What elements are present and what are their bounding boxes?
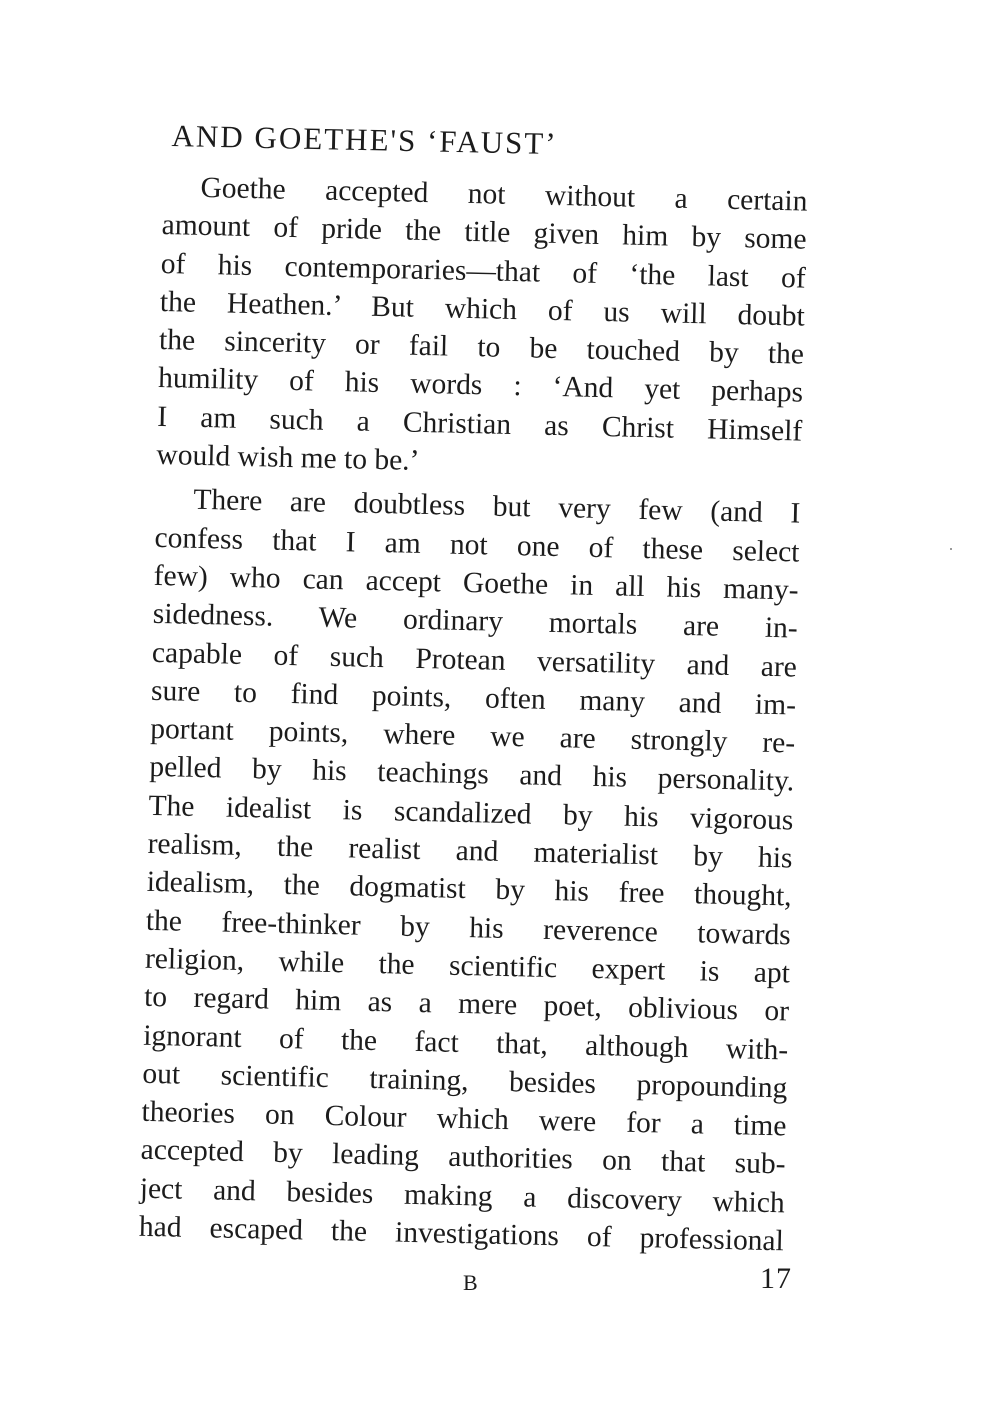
page-number: 17	[760, 1262, 792, 1295]
text-line: idealism, the dogmatist by his free thought,	[146, 866, 792, 913]
text-line: sidedness. We ordinary mortals are in-	[152, 598, 799, 645]
text-line: pelled by his teachings and his personality.	[149, 751, 795, 798]
text-line: The idealist is scandalized by his vigorous	[148, 789, 794, 837]
signature-mark: B	[463, 1270, 479, 1295]
text-line: the Heathen.’ But which of us will doubt	[159, 285, 806, 333]
text-line: religion, while the scientific expert is apt	[144, 942, 791, 990]
text-line: I am such a Christian as Christ Himself	[156, 400, 803, 448]
paragraph-1	[156, 168, 808, 489]
text-line: portant points, where we are strongly re-	[149, 713, 796, 760]
text-line: theories on Colour which were for a time	[141, 1095, 787, 1143]
body-text	[139, 168, 808, 1261]
print-speck	[950, 548, 952, 550]
text-line: There are doubtless but very few (and I	[193, 484, 801, 530]
text-line: out scientific training, besides propounding	[142, 1057, 788, 1105]
text-line: of his contemporaries—that of ‘the last of	[160, 247, 807, 295]
text-line: humility of his words : ‘And yet perhaps	[157, 362, 804, 410]
running-head: AND GOETHE'S ‘FAUST’	[171, 118, 558, 162]
text-line: accepted by leading authorities on that sub-	[140, 1134, 786, 1181]
text-line: had escaped the investigations of professional	[138, 1210, 785, 1258]
text-line: the free-thinker by his reverence towards	[145, 904, 792, 952]
text-line: capable of such Protean versatility and are	[151, 636, 798, 684]
text-line: Goethe accepted not without a certain	[200, 171, 808, 218]
text-line: the sincerity or fail to be touched by the	[158, 324, 805, 371]
text-line: few) who can accept Goethe in all his many-	[153, 559, 799, 607]
text-line: would wish me to be.’	[156, 439, 420, 477]
text-line: to regard him as a mere poet, oblivious or	[143, 981, 790, 1028]
text-line: confess that I am not one of these select	[154, 521, 800, 569]
text-line: sure to find points, often many and im-	[150, 674, 797, 722]
text-line: realism, the realist and materialist by his	[147, 827, 793, 875]
paragraph-2	[139, 480, 801, 1260]
text-line: ject and besides making a discovery which	[139, 1172, 786, 1220]
text-line: amount of pride the title given him by some	[161, 209, 807, 256]
text-line: ignorant of the fact that, although with-	[142, 1019, 789, 1066]
